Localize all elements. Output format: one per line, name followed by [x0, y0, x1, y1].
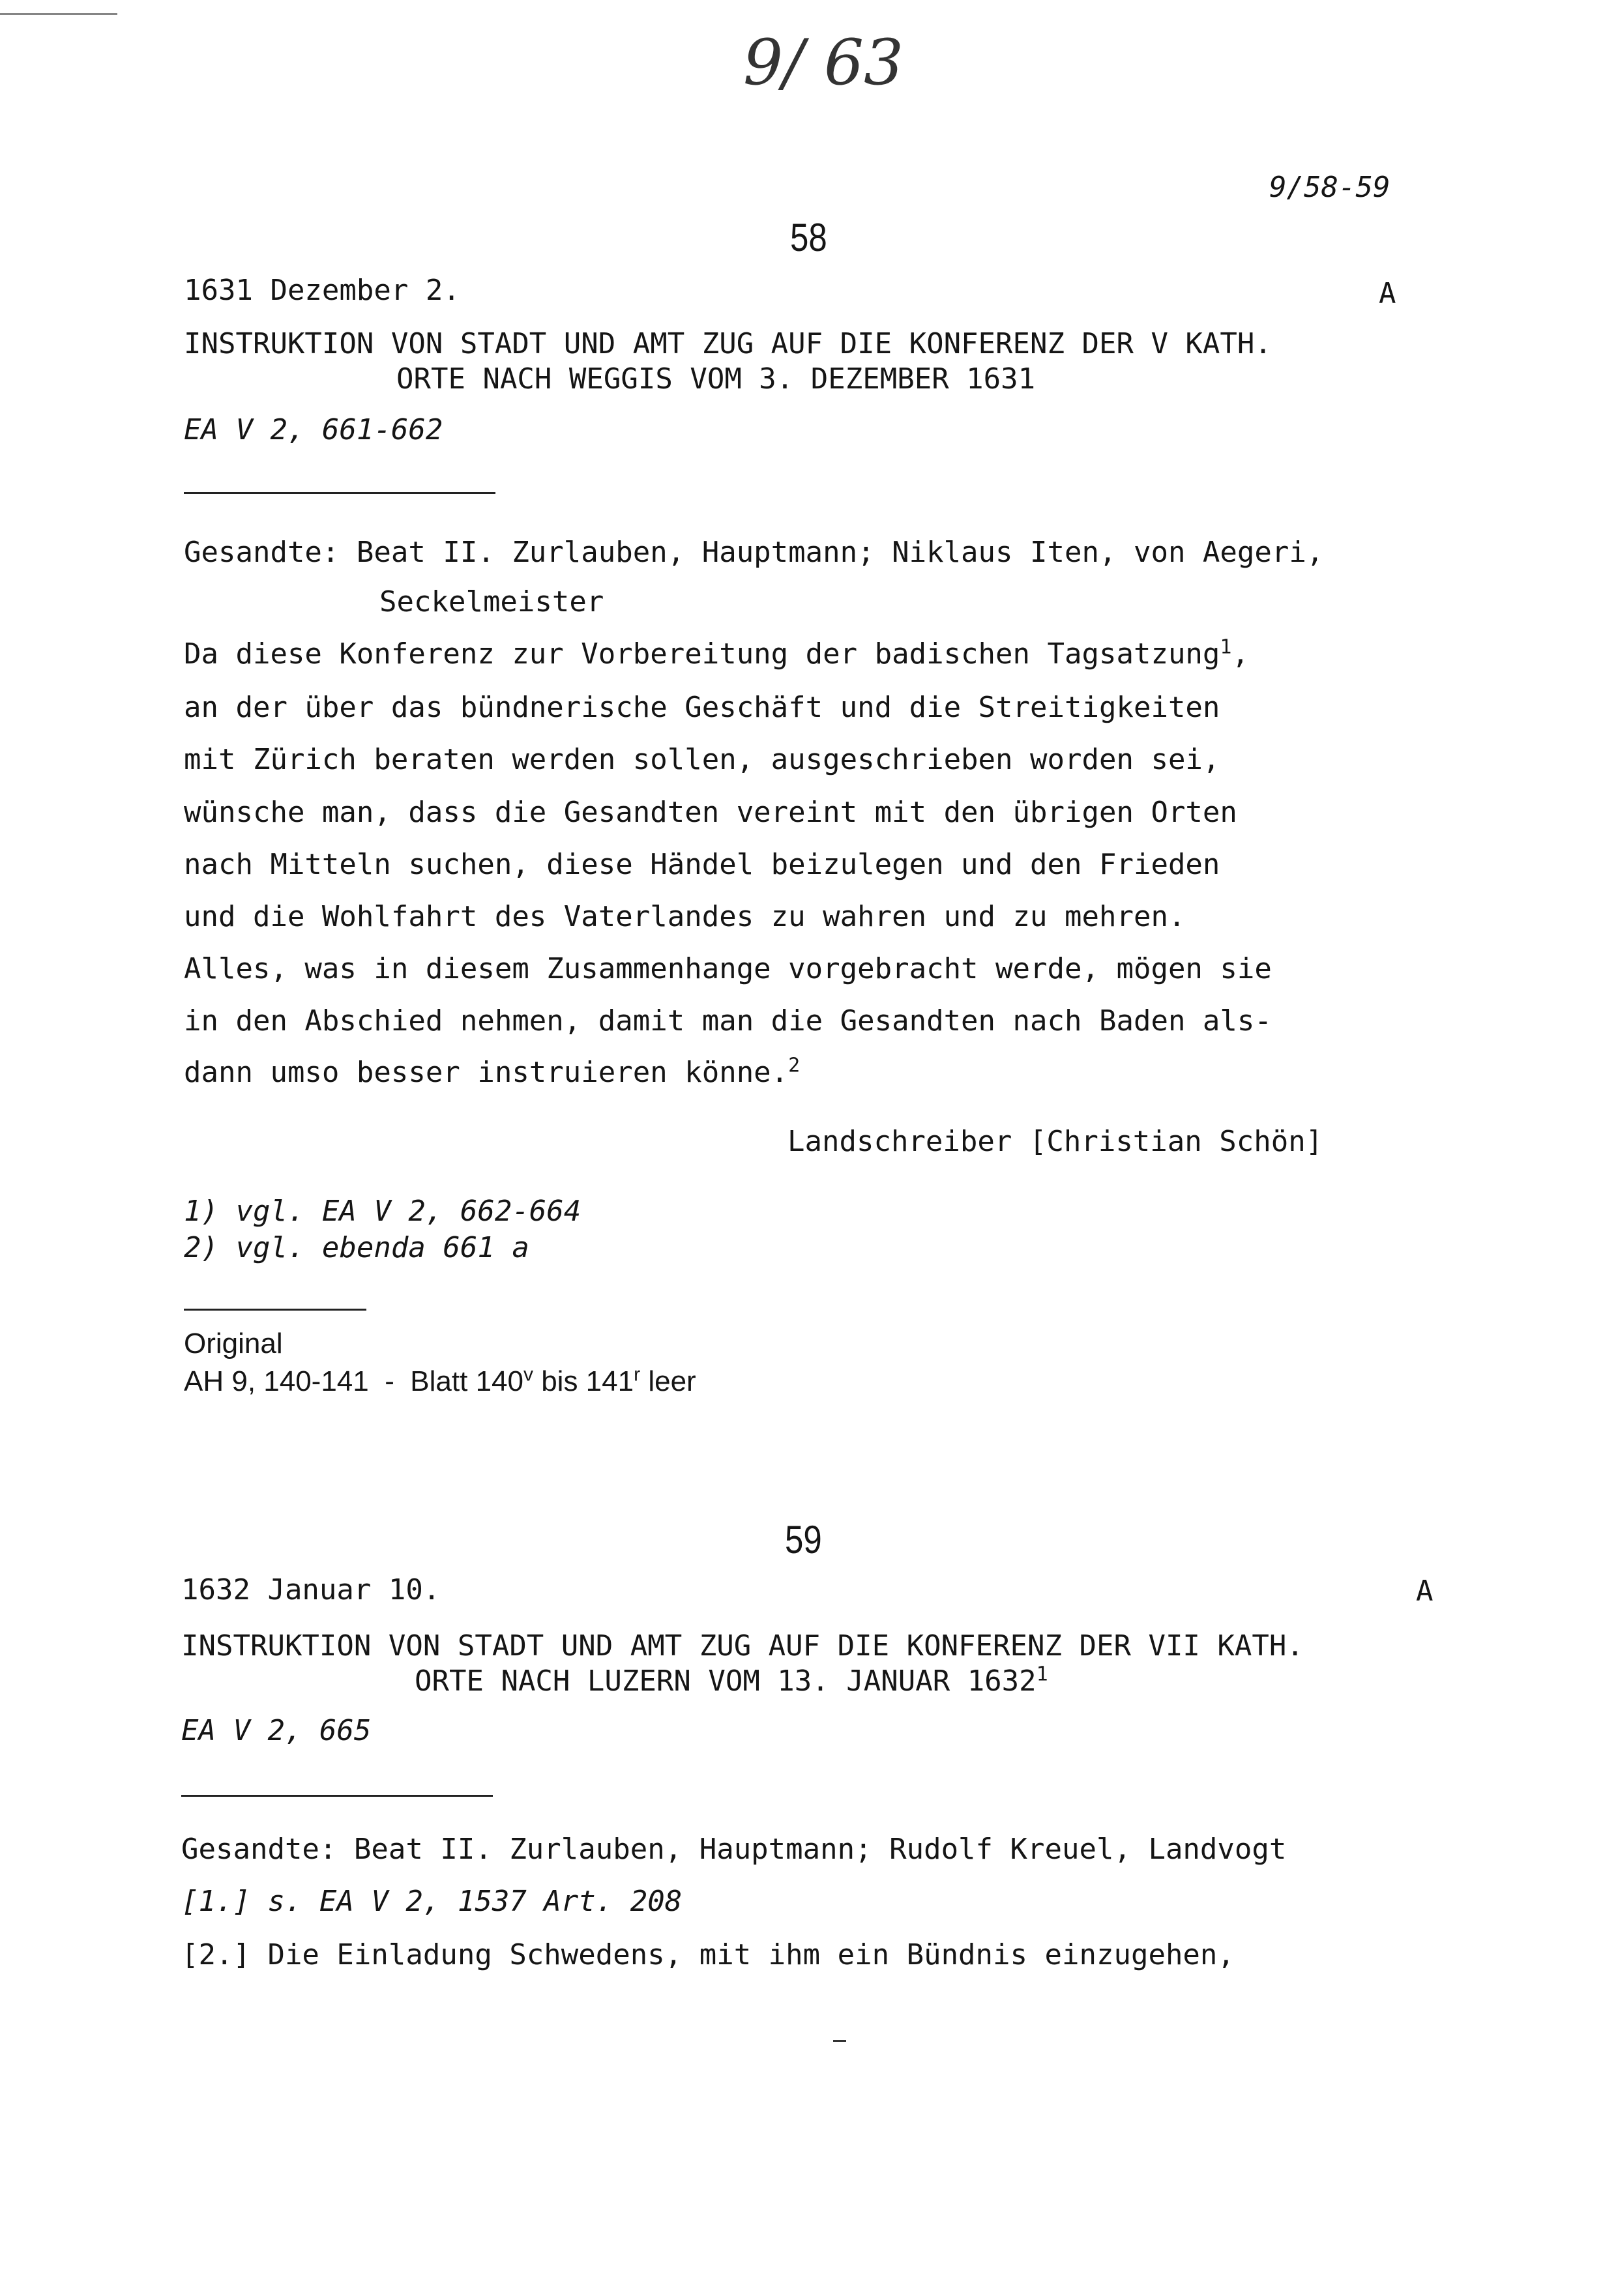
body-line-1: Da diese Konferenz zur Vorbereitung der badischen Tagsatzung$^1$,: [184, 635, 1249, 671]
body-line-5: nach Mitteln suchen, diese Händel beizulegen und den Frieden: [184, 848, 1220, 881]
scan-mark: [0, 13, 117, 15]
signature: Landschreiber [Christian Schön]: [787, 1125, 1323, 1158]
archive-reference: AH 9, 140-141 - Blatt 140$^v$ bis 141$^r$ leer: [184, 1363, 696, 1397]
entry-date: 1631 Dezember 2.: [184, 274, 460, 307]
envoys-line1: Gesandte: Beat II. Zurlauben, Hauptmann; Rudolf Kreuel, Landvogt: [181, 1833, 1287, 1866]
section-divider: [184, 492, 495, 494]
footnote-marker: 1: [1036, 1663, 1048, 1686]
entry-date: 1632 Januar 10.: [181, 1573, 441, 1606]
entry-source: EA V 2, 661-662: [184, 413, 443, 446]
entry-number: 59: [785, 1518, 822, 1562]
original-label: Original: [184, 1328, 283, 1359]
envoys-line1: Gesandte: Beat II. Zurlauben, Hauptmann; Niklaus Iten, von Aegeri,: [184, 536, 1324, 569]
section-divider: [181, 1795, 493, 1797]
body-line-6: und die Wohlfahrt des Vaterlandes zu wahren und zu mehren.: [184, 900, 1186, 933]
item-2: [2.] Die Einladung Schwedens, mit ihm ein Bündnis einzugehen,: [181, 1938, 1235, 1971]
footnote-marker: 1: [1220, 635, 1232, 659]
entry-number: 58: [790, 216, 827, 259]
footnote-2: 2) vgl. ebenda 661 a: [184, 1231, 529, 1264]
entry-title-line1: INSTRUKTION VON STADT UND AMT ZUG AUF DIE KONFERENZ DER VII KATH.: [181, 1629, 1304, 1663]
entry-title-line2: ORTE NACH WEGGIS VOM 3. DEZEMBER 1631: [396, 362, 1036, 396]
entry-source: EA V 2, 665: [181, 1714, 372, 1747]
page-reference: 9/58-59: [1269, 171, 1390, 204]
body-line-3: mit Zürich beraten werden sollen, ausgeschrieben worden sei,: [184, 743, 1220, 776]
entry-title-line2: ORTE NACH LUZERN VOM 13. JANUAR 1632$^1$: [415, 1663, 1048, 1698]
handwritten-reference: 9/ 63: [743, 26, 904, 99]
body-line-9: dann umso besser instruieren könne.$^2$: [184, 1054, 801, 1089]
body-line-8: in den Abschied nehmen, damit man die Gesandten nach Baden als-: [184, 1004, 1272, 1038]
item-1: [1.] s. EA V 2, 1537 Art. 208: [181, 1885, 683, 1918]
body-line-7: Alles, was in diesem Zusammenhange vorgebracht werde, mögen sie: [184, 952, 1272, 985]
entry-letter: A: [1379, 277, 1396, 310]
footnote-divider: [184, 1309, 366, 1311]
body-line-4: wünsche man, dass die Gesandten vereint mit den übrigen Orten: [184, 796, 1237, 829]
footnote-1: 1) vgl. EA V 2, 662-664: [184, 1195, 581, 1228]
footnote-marker: 2: [788, 1054, 801, 1077]
entry-title-line1: INSTRUKTION VON STADT UND AMT ZUG AUF DIE KONFERENZ DER V KATH.: [184, 327, 1272, 360]
scan-mark: [833, 2040, 846, 2042]
envoys-line2: Seckelmeister: [379, 585, 604, 618]
body-line-2: an der über das bündnerische Geschäft und die Streitigkeiten: [184, 691, 1220, 724]
entry-letter: A: [1416, 1575, 1434, 1608]
